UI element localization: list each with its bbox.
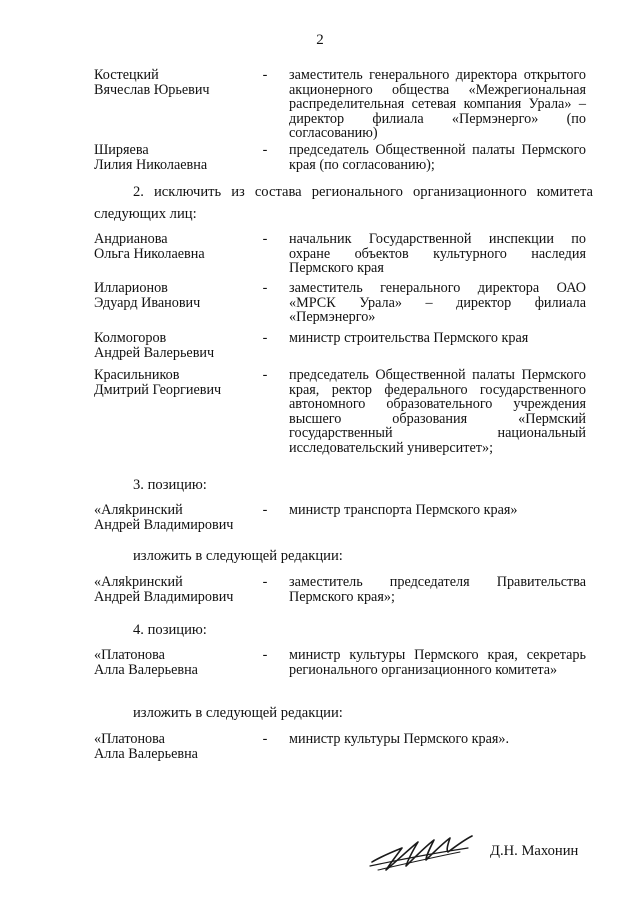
member-position: начальник Государственной инспекции по охране объектов культурного наследия Пермского края [289,231,586,276]
member-position: министр культуры Пермского края, секретарь регионального организационного комитета» [289,647,586,678]
edit-instruction: изложить в следующей редакции: [133,705,343,721]
member-name: Ширяева Лилия Николаевна [94,142,208,173]
item-3-text: 3. позицию: [133,477,207,493]
handwritten-signature [368,826,478,876]
dash: - [262,647,268,663]
member-name: Колмогоров Андрей Валерьевич [94,330,215,361]
member-position: председатель Общественной палаты Пермского края (по согласованию); [289,142,586,173]
member-position: министр транспорта Пермского края» [289,502,518,518]
member-name: Красильников Дмитрий Георгиевич [94,367,222,398]
member-position: заместитель генерального директора открытого акционерного общества «Межрегиональная распределительная сетевая компания Урала» – директор филиала «Пермэнерго» (по согласованию) [289,67,586,141]
dash: - [262,231,268,247]
dash: - [262,574,268,590]
member-position: министр культуры Пермского края». [289,731,510,747]
member-name: Андрианова Ольга Николаевна [94,231,205,262]
member-position: заместитель председателя Правительства Пермского края»; [289,574,586,605]
item-4-text: 4. позицию: [133,622,207,638]
member-position: председатель Общественной палаты Пермского края, ректор федерального государственного автономного образовательного учреждения высшего образования «Пермский государственный национальный исследовательский университет»; [289,367,586,456]
item-2-text: 2. исключить из состава регионального организационного комитета [133,184,593,200]
page-number: 2 [316,32,324,48]
dash: - [262,67,268,83]
member-position: министр строительства Пермского края [289,330,529,346]
member-name: «Аляkринский Андрей Владимирович [94,574,234,605]
dash: - [262,330,268,346]
member-name: «Платонова Алла Валерьевна [94,731,198,762]
member-name: «Аляkринский Андрей Владимирович [94,502,234,533]
dash: - [262,502,268,518]
signer-name: Д.Н. Махонин [490,843,579,859]
edit-instruction: изложить в следующей редакции: [133,548,343,564]
item-2-continuation: следующих лиц: [94,206,197,222]
member-name: «Платонова Алла Валерьевна [94,647,198,678]
dash: - [262,280,268,296]
dash: - [262,731,268,747]
member-position: заместитель генерального директора ОАО «МРСК Урала» – директор филиала «Пермэнерго» [289,280,586,325]
dash: - [262,142,268,158]
dash: - [262,367,268,383]
member-name: Илларионов Эдуард Иванович [94,280,201,311]
member-name: Костецкий Вячеслав Юрьевич [94,67,210,98]
